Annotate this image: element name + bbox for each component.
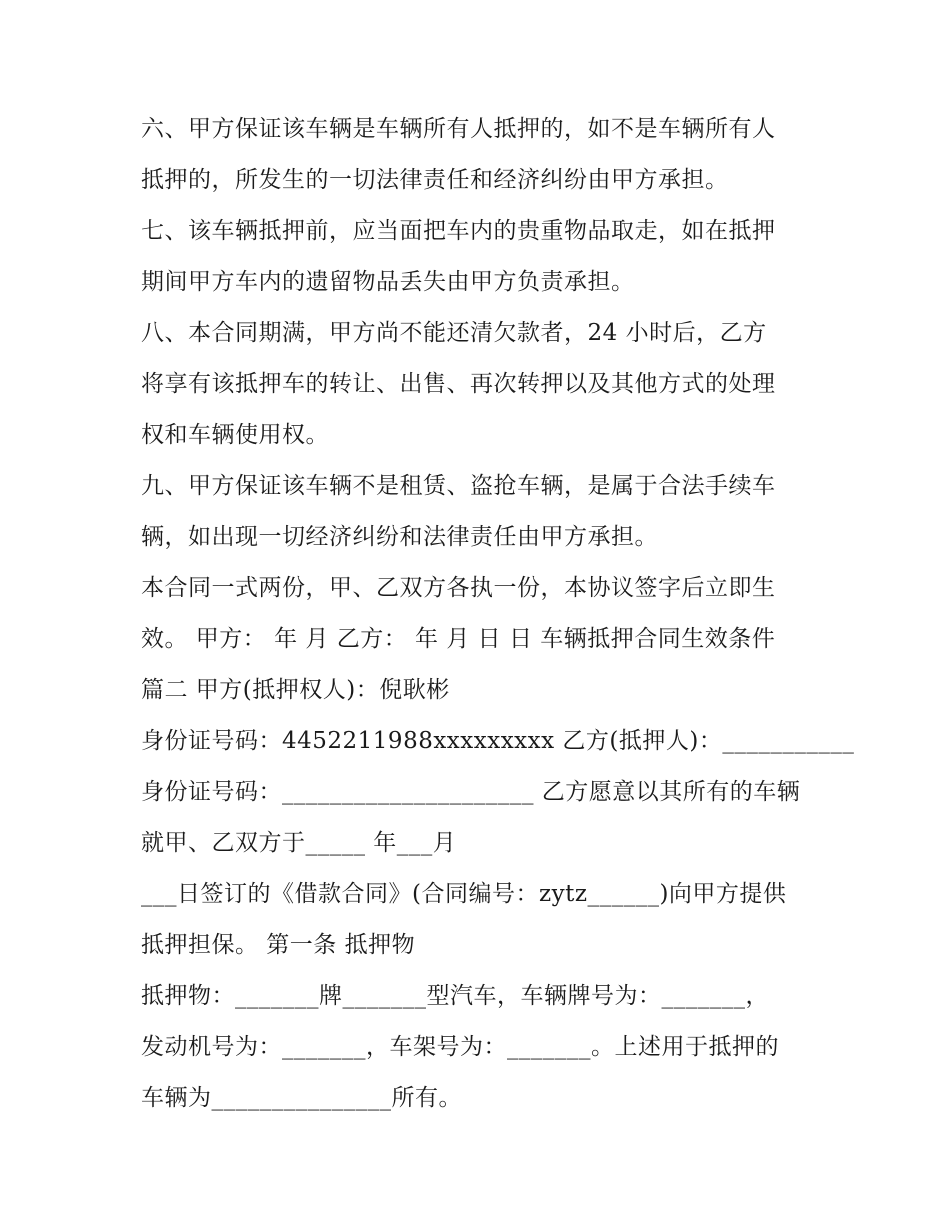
contract-text: [141, 106, 855, 1126]
text-line: 七、该车辆抵押前，应当面把车内的贵重物品取走，如在抵押: [141, 218, 776, 244]
text-line: 期间甲方车内的遗留物品丢失由甲方负责承担。: [141, 269, 635, 295]
text-line: ___日签订的《借款合同》(合同编号：zytz______)向甲方提供: [141, 881, 787, 907]
text-line: 九、甲方保证该车辆不是租赁、盗抢车辆，是属于合法手续车: [141, 473, 776, 499]
text-line: 辆，如出现一切经济纠纷和法律责任由甲方承担。: [141, 524, 658, 550]
text-line: 六、甲方保证该车辆是车辆所有人抵押的，如不是车辆所有人: [141, 116, 776, 142]
text-line: 八、本合同期满，甲方尚不能还清欠款者，24 小时后，乙方: [141, 320, 767, 346]
text-line: 效。 甲方： 年 月 乙方： 年 月 日 日 车辆抵押合同生效条件: [141, 626, 776, 652]
text-line: 抵押物：_______牌_______型汽车，车辆牌号为：_______，: [141, 983, 769, 1009]
text-line: 抵押的，所发生的一切法律责任和经济纠纷由甲方承担。: [141, 167, 729, 193]
text-line: 权和车辆使用权。: [141, 422, 329, 448]
text-line: 将享有该抵押车的转让、出售、再次转押以及其他方式的处理: [141, 371, 776, 397]
text-line: 发动机号为：_______，车架号为：_______。上述用于抵押的: [141, 1034, 779, 1060]
text-line: 身份证号码：_____________________ 乙方愿意以其所有的车辆: [141, 779, 801, 805]
text-line: 本合同一式两份，甲、乙双方各执一份，本协议签字后立即生: [141, 575, 776, 601]
text-line: 身份证号码：4452211988xxxxxxxxx 乙方(抵押人)：___________: [141, 728, 855, 754]
text-line: 抵押担保。 第一条 抵押物: [141, 932, 416, 958]
text-line: 篇二 甲方(抵押权人)：倪耿彬: [141, 677, 450, 703]
text-line: 车辆为_______________所有。: [141, 1085, 462, 1111]
text-line: 就甲、乙双方于_____ 年___月: [141, 830, 457, 856]
